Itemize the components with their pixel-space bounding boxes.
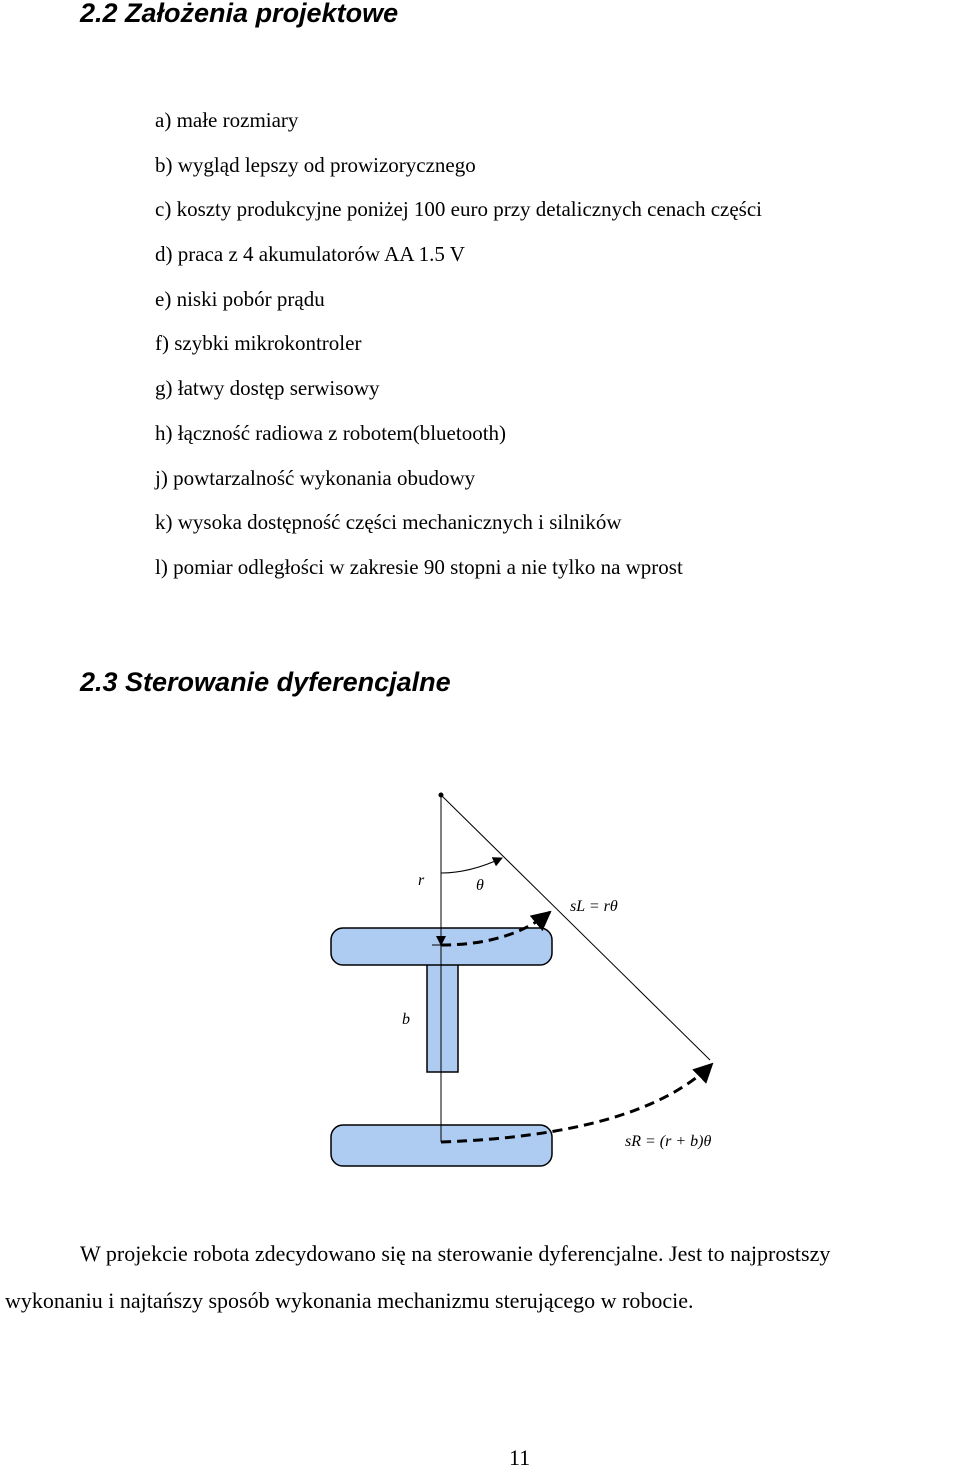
list-item: d) praca z 4 akumulatorów AA 1.5 V: [155, 242, 465, 267]
list-item: a) małe rozmiary: [155, 108, 299, 132]
requirements-list: [155, 103, 762, 595]
page-number: 11: [509, 1445, 531, 1470]
list-item: h) łączność radiowa z robotem(bluetooth): [155, 420, 507, 445]
label-b: b: [402, 1011, 410, 1028]
label-theta: θ: [476, 877, 484, 894]
list-item: k) wysoka dostępność części mechanicznych i silników: [155, 510, 622, 535]
list-item: g) łatwy dostęp serwisowy: [155, 376, 380, 401]
label-sl: sL = rθ: [570, 898, 618, 915]
list-item: l) pomiar odległości w zakresie 90 stopni a nie tylko na wprost: [155, 554, 683, 579]
paragraph-line-2: wykonaniu i najtańszy sposób wykonania mechanizmu sterującego w robocie.: [5, 1288, 694, 1313]
differential-drive-diagram: [0, 760, 960, 1230]
list-item: j) powtarzalność wykonania obudowy: [155, 465, 476, 490]
paragraph-line-1: W projekcie robota zdecydowano się na sterowanie dyferencjalne. Jest to najprostszy: [80, 1241, 831, 1266]
list-item: e) niski pobór prądu: [155, 286, 325, 311]
list-item: f) szybki mikrokontroler: [155, 331, 362, 356]
robot-axle: [427, 964, 458, 1072]
section-title-2-2: 2.2 Założenia projektowe: [80, 0, 399, 28]
section-title-2-3: 2.3 Sterowanie dyferencjalne: [80, 667, 451, 697]
label-r: r: [418, 872, 425, 889]
list-item: b) wygląd lepszy od prowizorycznego: [155, 152, 476, 177]
theta-arc: [441, 858, 502, 873]
list-item: c) koszty produkcyjne poniżej 100 euro przy detalicznych cenach części: [155, 197, 762, 222]
label-sr: sR = (r + b)θ: [625, 1133, 712, 1150]
